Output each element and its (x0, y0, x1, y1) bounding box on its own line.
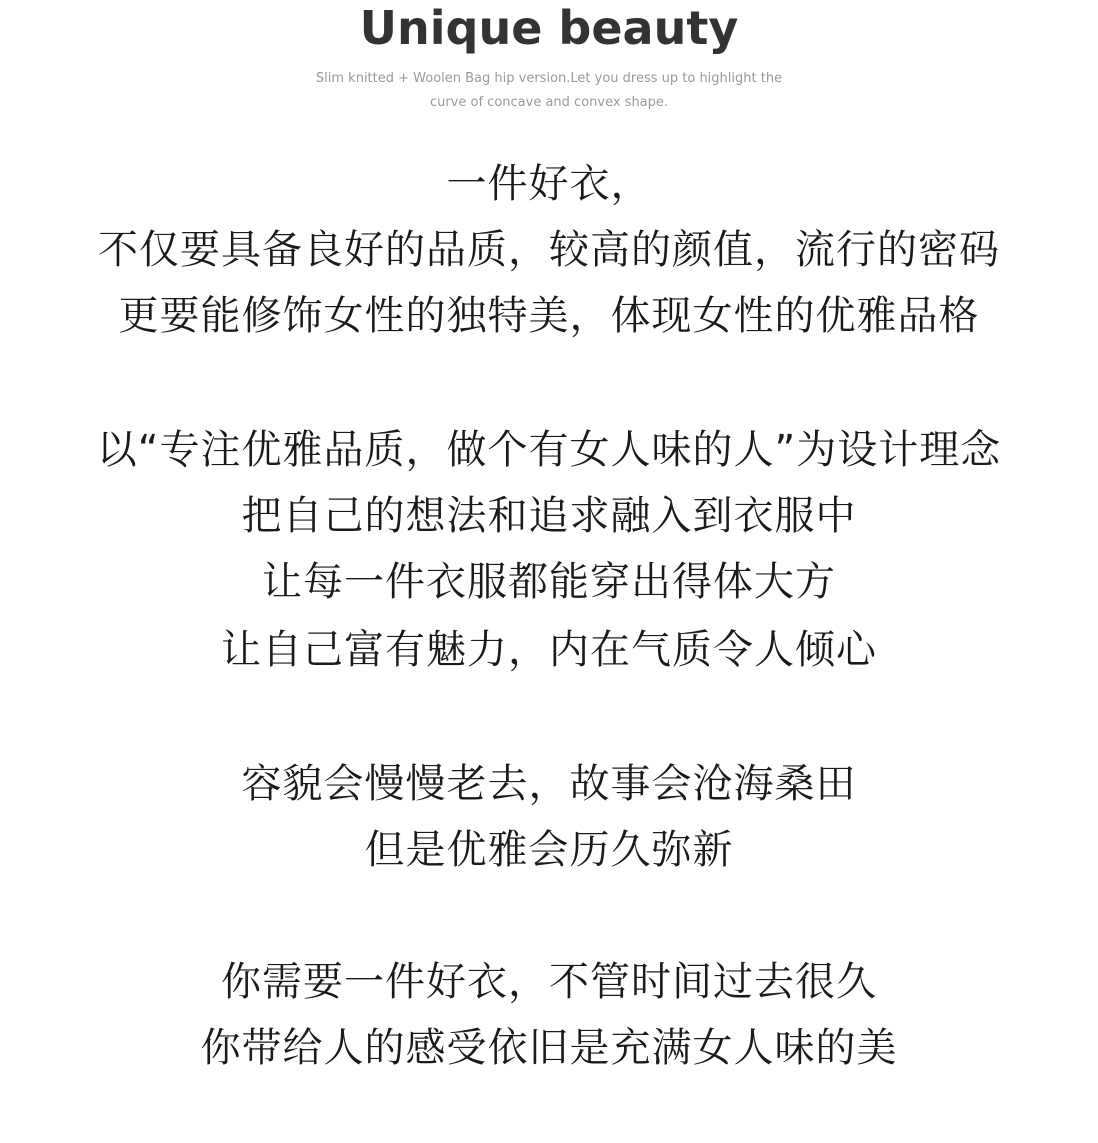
text-line: 把自己的想法和追求融入到衣服中 (241, 493, 857, 539)
subtitle-line: Slim knitted + Woolen Bag hip version.Let you dress up to highlight the (315, 71, 783, 86)
text-line: 容貌会慢慢老去，故事会沧海桑田 (241, 761, 857, 807)
text-line: 让每一件衣服都能穿出得体大方 (262, 559, 836, 605)
text-line: 以“专注优雅品质，做个有女人味的人”为设计理念 (96, 427, 1002, 473)
subtitle (0, 67, 1098, 115)
text-line: 你需要一件好衣，不管时间过去很久 (221, 959, 877, 1005)
text-line: 更要能修饰女性的独特美，体现女性的优雅品格 (118, 293, 980, 339)
text-line: 但是优雅会历久弥新 (364, 827, 734, 873)
text-line: 你带给人的感受依旧是充满女人味的美 (200, 1025, 898, 1071)
page-title: Unique beauty (359, 1, 739, 55)
subtitle-line: curve of concave and convex shape. (429, 95, 669, 110)
text-line: 一件好衣， (446, 161, 652, 207)
text-line: 让自己富有魅力，内在气质令人倾心 (221, 627, 877, 673)
text-line: 不仅要具备良好的品质，较高的颜值，流行的密码 (98, 227, 1000, 273)
